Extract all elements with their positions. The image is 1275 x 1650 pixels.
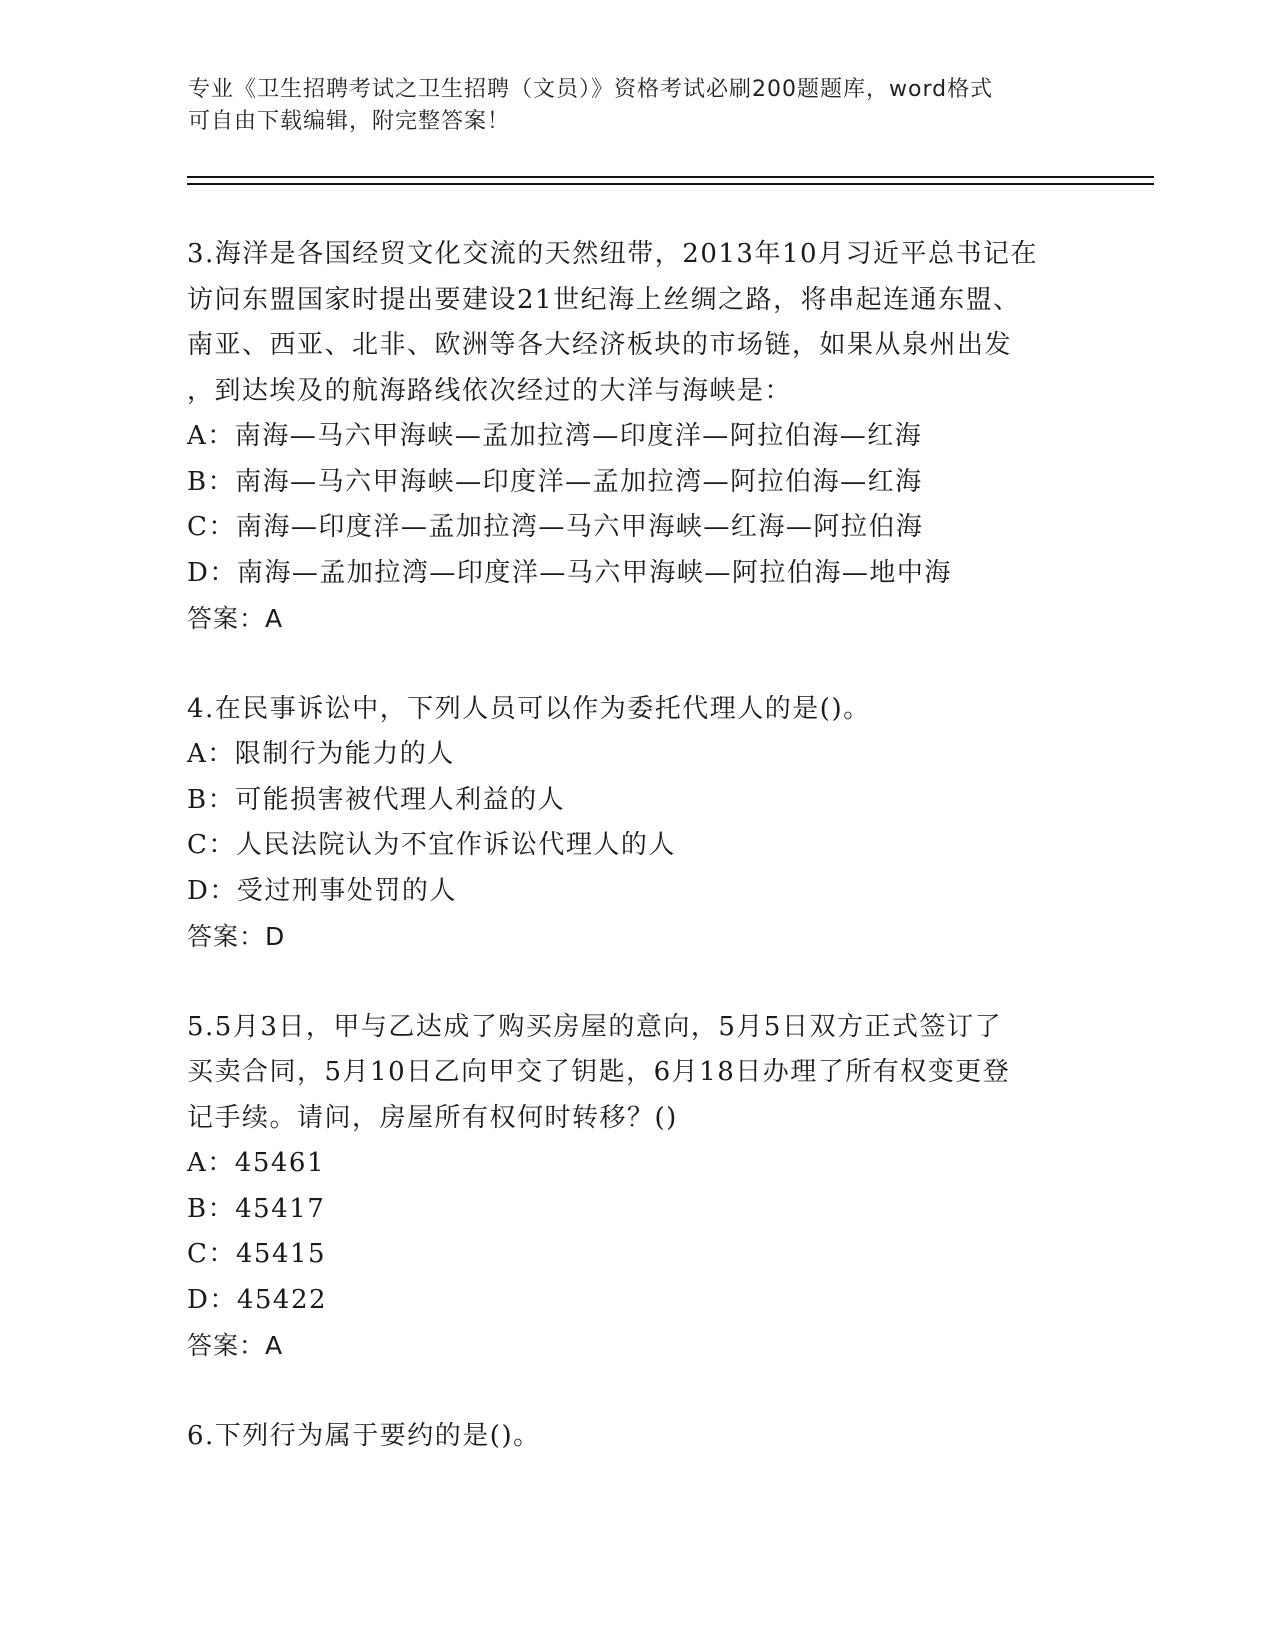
question-stem-line: 4.在民事诉讼中，下列人员可以作为委托代理人的是()。	[187, 693, 871, 724]
question-stem-line: 买卖合同，5月10日乙向甲交了钥匙，6月18日办理了所有权变更登	[187, 1057, 1011, 1087]
spacer	[187, 642, 1087, 687]
option-c: C：45415	[187, 1239, 327, 1269]
answer-line: 答案：A	[187, 1331, 284, 1360]
option-d: D：受过刑事处罚的人	[187, 875, 457, 906]
header-divider	[187, 176, 1154, 178]
option-b: B：可能损害被代理人利益的人	[187, 784, 566, 815]
question-stem-line: 访问东盟国家时提出要建设21世纪海上丝绸之路，将串起连通东盟、	[187, 284, 1021, 315]
option-d: D：45422	[187, 1284, 328, 1315]
question-stem-line: ，到达埃及的航海路线依次经过的大洋与海峡是：	[187, 375, 793, 406]
question-stem-line: 记手续。请问，房屋所有权何时转移？()	[187, 1102, 678, 1133]
option-c: C：人民法院认为不宜作诉讼代理人的人	[187, 830, 676, 860]
spacer	[187, 1369, 1087, 1414]
spacer	[187, 960, 1087, 1005]
answer-line: 答案：D	[187, 922, 286, 951]
option-a: A：限制行为能力的人	[187, 739, 455, 769]
question-list	[187, 232, 1087, 1459]
question-stem-line: 3.海洋是各国经贸文化交流的天然纽带，2013年10月习近平总书记在	[187, 239, 1039, 269]
question-item	[187, 1414, 1087, 1460]
header-divider	[187, 183, 1154, 185]
question-item	[187, 232, 1087, 642]
question-stem-line: 6.下列行为属于要约的是()。	[187, 1420, 541, 1451]
option-a: A：45461	[187, 1148, 325, 1178]
question-item	[187, 687, 1087, 960]
option-b: B：南海—马六甲海峡—印度洋—孟加拉湾—阿拉伯海—红海	[187, 466, 923, 497]
option-b: B：45417	[187, 1193, 326, 1224]
document-header	[188, 74, 1088, 138]
question-stem-line: 南亚、西亚、北非、欧洲等各大经济板块的市场链，如果从泉州出发	[187, 330, 1013, 360]
option-d: D：南海—孟加拉湾—印度洋—马六甲海峡—阿拉伯海—地中海	[187, 557, 952, 588]
header-line: 专业《卫生招聘考试之卫生招聘（文员）》资格考试必刷200题题库，word格式	[188, 77, 994, 102]
question-item	[187, 1005, 1087, 1369]
answer-line: 答案：A	[187, 604, 284, 633]
option-c: C：南海—印度洋—孟加拉湾—马六甲海峡—红海—阿拉伯海	[187, 512, 924, 542]
question-stem-line: 5.5月3日，甲与乙达成了购买房屋的意向，5月5日双方正式签订了	[187, 1011, 1002, 1042]
option-a: A：南海—马六甲海峡—孟加拉湾—印度洋—阿拉伯海—红海	[187, 421, 923, 451]
header-line: 可自由下载编辑，附完整答案！	[188, 109, 511, 134]
